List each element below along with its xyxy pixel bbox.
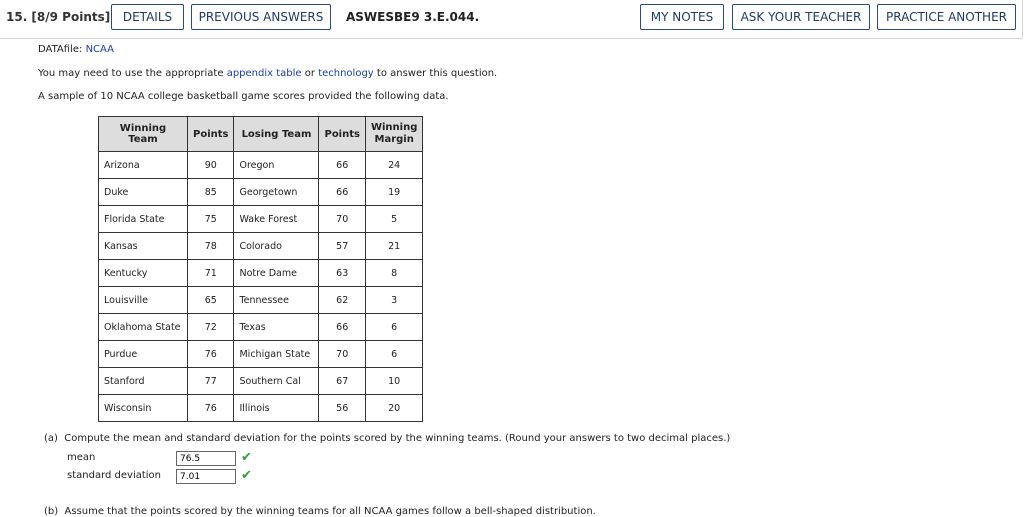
part-b-prompt bbox=[44, 506, 596, 517]
table-row bbox=[99, 179, 423, 206]
sample-description: A sample of 10 NCAA college basketball game scores provided the following data. bbox=[38, 91, 449, 102]
sd-label: standard deviation bbox=[67, 470, 162, 481]
cell-winning-points: 90 bbox=[188, 152, 234, 179]
cell-winning-margin: 24 bbox=[365, 152, 422, 179]
cell-winning-points: 76 bbox=[188, 395, 234, 422]
header-winning-points: Points bbox=[188, 117, 234, 152]
table-row bbox=[99, 287, 423, 314]
table-row bbox=[99, 233, 423, 260]
cell-winning-points: 77 bbox=[188, 368, 234, 395]
cell-losing-points: 66 bbox=[319, 152, 365, 179]
check-icon: ✔ bbox=[241, 468, 252, 483]
cell-winning-margin: 6 bbox=[365, 314, 422, 341]
cell-losing-points: 63 bbox=[319, 260, 365, 287]
check-icon: ✔ bbox=[241, 450, 252, 465]
mean-input[interactable] bbox=[176, 451, 236, 466]
cell-losing-team: Oregon bbox=[234, 152, 319, 179]
datafile-link[interactable]: NCAA bbox=[85, 44, 114, 55]
technology-link[interactable]: technology bbox=[318, 68, 374, 79]
cell-losing-points: 57 bbox=[319, 233, 365, 260]
table-row bbox=[99, 260, 423, 287]
table-row bbox=[99, 395, 423, 422]
cell-winning-margin: 10 bbox=[365, 368, 422, 395]
cell-winning-margin: 5 bbox=[365, 206, 422, 233]
cell-losing-points: 56 bbox=[319, 395, 365, 422]
part-a-text: Compute the mean and standard deviation for the points scored by the winning teams. (Round your answers to two decimal places.) bbox=[64, 433, 731, 444]
problem-code: ASWESBE9 3.E.044. bbox=[346, 10, 480, 24]
instruction-line bbox=[38, 68, 497, 79]
datafile-prefix: DATAfile: bbox=[38, 44, 83, 55]
cell-winning-team: Arizona bbox=[99, 152, 188, 179]
part-b-text: Assume that the points scored by the winning teams for all NCAA games follow a bell-shaped distribution. bbox=[64, 506, 596, 517]
cell-winning-margin: 8 bbox=[365, 260, 422, 287]
intro-or: or bbox=[304, 68, 315, 79]
details-button[interactable]: DETAILS bbox=[111, 4, 184, 30]
cell-winning-points: 72 bbox=[188, 314, 234, 341]
table-row bbox=[99, 206, 423, 233]
ask-your-teacher-button[interactable]: ASK YOUR TEACHER bbox=[732, 4, 870, 30]
practice-another-button[interactable]: PRACTICE ANOTHER bbox=[877, 4, 1016, 30]
cell-losing-points: 70 bbox=[319, 341, 365, 368]
scores-table bbox=[98, 116, 423, 422]
cell-losing-team: Tennessee bbox=[234, 287, 319, 314]
cell-winning-points: 85 bbox=[188, 179, 234, 206]
cell-winning-team: Stanford bbox=[99, 368, 188, 395]
cell-winning-team: Louisville bbox=[99, 287, 188, 314]
cell-winning-points: 71 bbox=[188, 260, 234, 287]
cell-winning-points: 75 bbox=[188, 206, 234, 233]
appendix-table-link[interactable]: appendix table bbox=[226, 68, 302, 79]
intro-after: to answer this question. bbox=[376, 68, 498, 79]
cell-losing-points: 66 bbox=[319, 314, 365, 341]
cell-winning-team: Kentucky bbox=[99, 260, 188, 287]
previous-answers-button[interactable]: PREVIOUS ANSWERS bbox=[191, 4, 331, 30]
cell-losing-points: 66 bbox=[319, 179, 365, 206]
table-header-row bbox=[99, 117, 423, 152]
cell-losing-team: Michigan State bbox=[234, 341, 319, 368]
cell-winning-team: Kansas bbox=[99, 233, 188, 260]
intro-before: You may need to use the appropriate bbox=[38, 68, 224, 79]
cell-losing-team: Notre Dame bbox=[234, 260, 319, 287]
cell-winning-margin: 3 bbox=[365, 287, 422, 314]
cell-losing-points: 62 bbox=[319, 287, 365, 314]
header-losing-team: Losing Team bbox=[234, 117, 319, 152]
part-a-prompt bbox=[44, 433, 730, 444]
question-header bbox=[0, 0, 1023, 39]
table-row bbox=[99, 314, 423, 341]
header-winning-margin: Winning Margin bbox=[365, 117, 422, 152]
cell-winning-margin: 19 bbox=[365, 179, 422, 206]
cell-winning-points: 76 bbox=[188, 341, 234, 368]
cell-winning-points: 78 bbox=[188, 233, 234, 260]
cell-winning-team: Duke bbox=[99, 179, 188, 206]
cell-winning-team: Oklahoma State bbox=[99, 314, 188, 341]
table-row bbox=[99, 152, 423, 179]
cell-winning-team: Purdue bbox=[99, 341, 188, 368]
cell-winning-margin: 21 bbox=[365, 233, 422, 260]
cell-winning-team: Wisconsin bbox=[99, 395, 188, 422]
cell-losing-team: Illinois bbox=[234, 395, 319, 422]
cell-winning-team: Florida State bbox=[99, 206, 188, 233]
header-winning-team: Winning Team bbox=[99, 117, 188, 152]
cell-losing-team: Wake Forest bbox=[234, 206, 319, 233]
table-row bbox=[99, 341, 423, 368]
cell-winning-margin: 6 bbox=[365, 341, 422, 368]
cell-losing-team: Southern Cal bbox=[234, 368, 319, 395]
cell-losing-team: Colorado bbox=[234, 233, 319, 260]
cell-winning-points: 65 bbox=[188, 287, 234, 314]
question-number: 15. [8/9 Points] bbox=[6, 10, 111, 24]
cell-winning-margin: 20 bbox=[365, 395, 422, 422]
my-notes-button[interactable]: MY NOTES bbox=[640, 4, 724, 30]
sd-input[interactable] bbox=[176, 469, 236, 484]
table-row bbox=[99, 368, 423, 395]
part-b-label: (b) bbox=[44, 506, 59, 517]
header-losing-points: Points bbox=[319, 117, 365, 152]
datafile-line bbox=[38, 44, 114, 55]
cell-losing-points: 67 bbox=[319, 368, 365, 395]
mean-label: mean bbox=[67, 452, 96, 463]
cell-losing-points: 70 bbox=[319, 206, 365, 233]
cell-losing-team: Texas bbox=[234, 314, 319, 341]
part-a-label: (a) bbox=[44, 433, 58, 444]
cell-losing-team: Georgetown bbox=[234, 179, 319, 206]
